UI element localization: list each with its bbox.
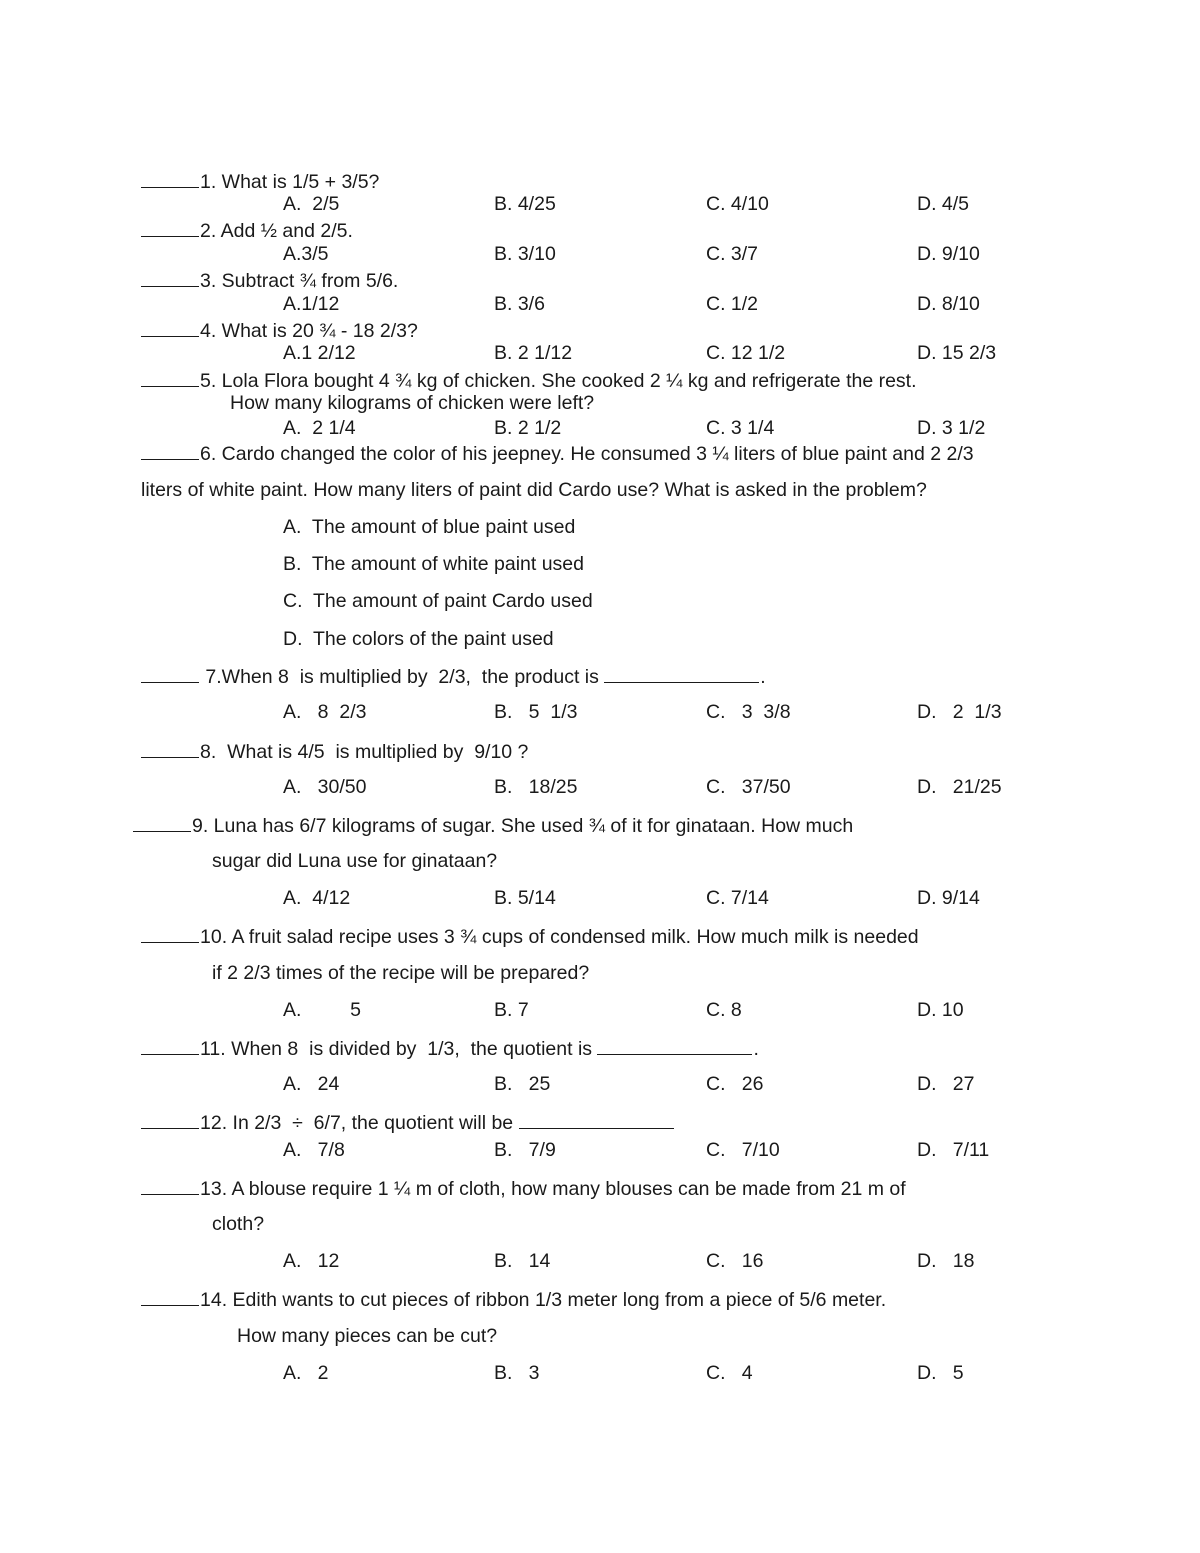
question-5-option-c[interactable]: C. 3 1/4 — [706, 417, 775, 439]
answer-blank[interactable] — [141, 217, 199, 237]
question-14-option-b[interactable]: B. 3 — [494, 1362, 540, 1384]
question-3-option-d[interactable]: D. 8/10 — [917, 293, 980, 315]
question-text: 2. Add ½ and 2/5. — [200, 220, 353, 242]
question-13-stem — [141, 1175, 906, 1201]
question-7-stem — [141, 663, 766, 689]
question-6-option-d[interactable]: D. The colors of the paint used — [283, 628, 554, 650]
question-text: 4. What is 20 ¾ - 18 2/3? — [200, 320, 418, 342]
question-5-stem-line-2: How many kilograms of chicken were left? — [230, 392, 595, 414]
question-text: 13. A blouse require 1 ¼ m of cloth, how many blouses can be made from 21 m of — [200, 1178, 906, 1200]
question-8-option-d[interactable]: D. 21/25 — [917, 776, 1002, 798]
question-text: 6. Cardo changed the color of his jeepney. He consumed 3 ¼ liters of blue paint and 2 2/3 — [200, 443, 974, 465]
question-text-end: . — [760, 666, 766, 688]
question-1-option-d[interactable]: D. 4/5 — [917, 193, 970, 215]
answer-blank[interactable] — [141, 440, 199, 460]
question-4-option-a[interactable]: A.1 2/12 — [283, 342, 356, 364]
question-4-option-c[interactable]: C. 12 1/2 — [706, 342, 786, 364]
question-14-option-d[interactable]: D. 5 — [917, 1362, 964, 1384]
question-13-stem-line-2: cloth? — [212, 1213, 265, 1235]
answer-blank[interactable] — [141, 1109, 199, 1129]
question-12-stem — [141, 1109, 675, 1135]
question-1-option-c[interactable]: C. 4/10 — [706, 193, 769, 215]
question-5-option-b[interactable]: B. 2 1/2 — [494, 417, 562, 439]
answer-blank[interactable] — [133, 812, 191, 832]
question-3-option-c[interactable]: C. 1/2 — [706, 293, 759, 315]
answer-blank[interactable] — [141, 1175, 199, 1195]
question-2-option-a[interactable]: A.3/5 — [283, 243, 329, 265]
question-text: 8. What is 4/5 is multiplied by 9/10 ? — [200, 741, 529, 763]
answer-blank[interactable] — [141, 1286, 199, 1306]
question-12-option-c[interactable]: C. 7/10 — [706, 1139, 780, 1161]
question-11-option-c[interactable]: C. 26 — [706, 1073, 764, 1095]
question-12-option-d[interactable]: D. 7/11 — [917, 1139, 990, 1161]
answer-blank[interactable] — [141, 663, 199, 683]
question-4-stem — [141, 317, 418, 343]
question-8-stem — [141, 738, 528, 764]
answer-blank[interactable] — [141, 267, 199, 287]
question-3-option-b[interactable]: B. 3/6 — [494, 293, 545, 315]
question-13-option-a[interactable]: A. 12 — [283, 1250, 340, 1272]
answer-blank[interactable] — [141, 1035, 199, 1055]
question-7-option-d[interactable]: D. 2 1/3 — [917, 701, 1002, 723]
question-8-option-b[interactable]: B. 18/25 — [494, 776, 578, 798]
question-5-option-a[interactable]: A. 2 1/4 — [283, 417, 356, 439]
question-2-stem — [141, 217, 353, 243]
fill-in-blank[interactable] — [519, 1109, 674, 1129]
question-7-option-a[interactable]: A. 8 2/3 — [283, 701, 367, 723]
question-14-stem-line-2: How many pieces can be cut? — [237, 1325, 498, 1347]
question-6-stem-line-2: liters of white paint. How many liters of paint did Cardo use? What is asked in the problem? — [141, 479, 927, 501]
question-3-option-a[interactable]: A.1/12 — [283, 293, 340, 315]
question-9-option-b[interactable]: B. 5/14 — [494, 887, 556, 909]
question-13-option-c[interactable]: C. 16 — [706, 1250, 764, 1272]
question-10-stem — [141, 923, 919, 949]
question-2-option-b[interactable]: B. 3/10 — [494, 243, 556, 265]
question-10-stem-line-2: if 2 2/3 times of the recipe will be prepared? — [212, 962, 590, 984]
question-10-option-a[interactable]: A. 5 — [283, 999, 362, 1021]
question-9-stem-line-2: sugar did Luna use for ginataan? — [212, 850, 498, 872]
question-9-option-c[interactable]: C. 7/14 — [706, 887, 769, 909]
question-5-stem — [141, 367, 917, 393]
question-3-stem — [141, 267, 398, 293]
question-14-option-c[interactable]: C. 4 — [706, 1362, 753, 1384]
question-13-option-b[interactable]: B. 14 — [494, 1250, 551, 1272]
question-11-option-b[interactable]: B. 25 — [494, 1073, 551, 1095]
question-1-stem — [141, 168, 379, 194]
answer-blank[interactable] — [141, 923, 199, 943]
question-10-option-b[interactable]: B. 7 — [494, 999, 529, 1021]
question-text: 3. Subtract ¾ from 5/6. — [200, 270, 399, 292]
question-text: 10. A fruit salad recipe uses 3 ¾ cups of condensed milk. How much milk is needed — [200, 926, 919, 948]
fill-in-blank[interactable] — [597, 1035, 752, 1055]
question-1-option-a[interactable]: A. 2/5 — [283, 193, 340, 215]
question-7-option-b[interactable]: B. 5 1/3 — [494, 701, 578, 723]
question-5-option-d[interactable]: D. 3 1/2 — [917, 417, 986, 439]
answer-blank[interactable] — [141, 168, 199, 188]
answer-blank[interactable] — [141, 738, 199, 758]
question-4-option-d[interactable]: D. 15 2/3 — [917, 342, 997, 364]
question-11-stem — [141, 1035, 759, 1061]
question-8-option-c[interactable]: C. 37/50 — [706, 776, 791, 798]
answer-blank[interactable] — [141, 367, 199, 387]
question-text: 14. Edith wants to cut pieces of ribbon 1/3 meter long from a piece of 5/6 meter. — [200, 1289, 887, 1311]
question-text: 5. Lola Flora bought 4 ¾ kg of chicken. She cooked 2 ¼ kg and refrigerate the rest. — [200, 370, 917, 392]
answer-blank[interactable] — [141, 317, 199, 337]
question-9-option-d[interactable]: D. 9/14 — [917, 887, 980, 909]
question-9-option-a[interactable]: A. 4/12 — [283, 887, 351, 909]
question-text: 7.When 8 is multiplied by 2/3, the product is — [200, 666, 605, 688]
question-10-option-c[interactable]: C. 8 — [706, 999, 742, 1021]
question-text: 9. Luna has 6/7 kilograms of sugar. She used ¾ of it for ginataan. How much — [192, 815, 854, 837]
question-4-option-b[interactable]: B. 2 1/12 — [494, 342, 573, 364]
question-11-option-d[interactable]: D. 27 — [917, 1073, 975, 1095]
question-6-option-c[interactable]: C. The amount of paint Cardo used — [283, 590, 593, 612]
question-10-option-d[interactable]: D. 10 — [917, 999, 964, 1021]
question-13-option-d[interactable]: D. 18 — [917, 1250, 975, 1272]
fill-in-blank[interactable] — [604, 663, 759, 683]
question-1-option-b[interactable]: B. 4/25 — [494, 193, 556, 215]
question-6-stem — [141, 440, 974, 466]
question-2-option-c[interactable]: C. 3/7 — [706, 243, 759, 265]
question-8-option-a[interactable]: A. 30/50 — [283, 776, 367, 798]
question-text: 1. What is 1/5 + 3/5? — [200, 171, 380, 193]
question-11-option-a[interactable]: A. 24 — [283, 1073, 340, 1095]
question-7-option-c[interactable]: C. 3 3/8 — [706, 701, 791, 723]
question-6-option-b[interactable]: B. The amount of white paint used — [283, 553, 584, 575]
question-14-stem — [141, 1286, 886, 1312]
question-text-end: . — [753, 1038, 759, 1060]
question-2-option-d[interactable]: D. 9/10 — [917, 243, 980, 265]
question-text: 11. When 8 is divided by 1/3, the quotient is — [200, 1038, 598, 1060]
question-9-stem — [133, 812, 853, 838]
question-6-option-a[interactable]: A. The amount of blue paint used — [283, 516, 576, 538]
question-12-option-a[interactable]: A. 7/8 — [283, 1139, 345, 1161]
question-text: 12. In 2/3 ÷ 6/7, the quotient will be — [200, 1112, 519, 1134]
question-12-option-b[interactable]: B. 7/9 — [494, 1139, 556, 1161]
question-14-option-a[interactable]: A. 2 — [283, 1362, 329, 1384]
